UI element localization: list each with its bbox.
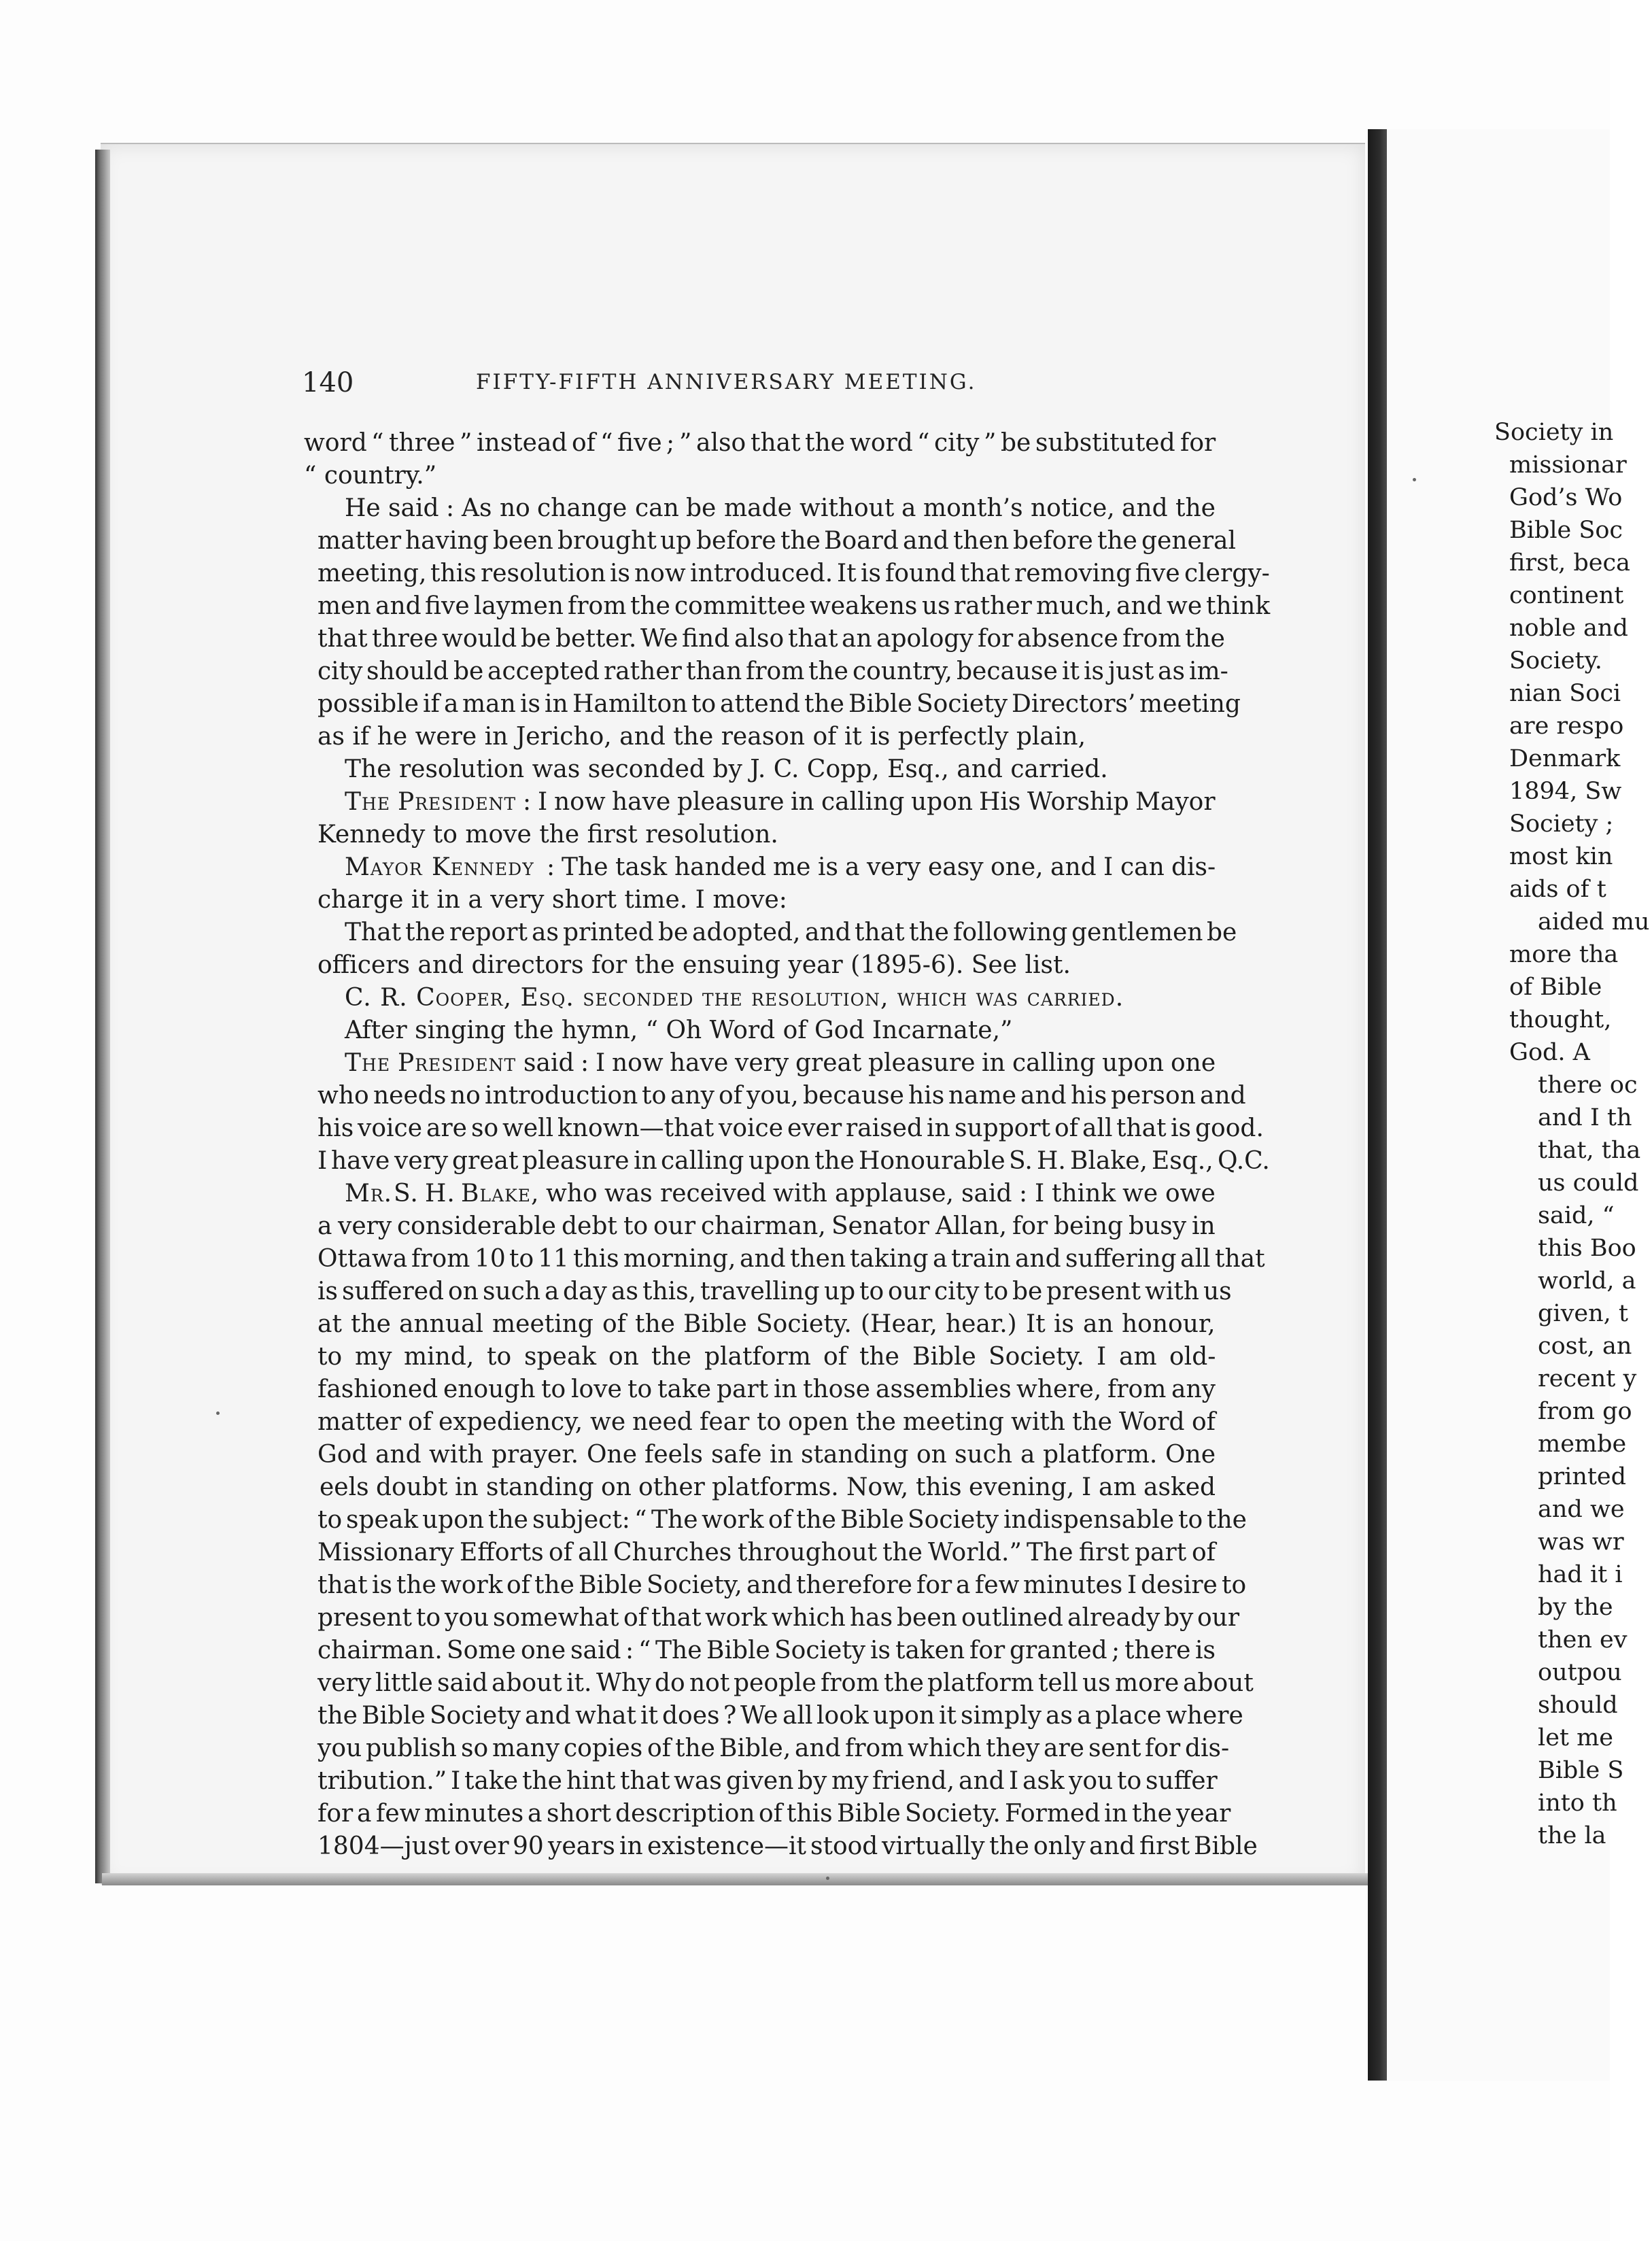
text-line: Ottawa from 10 to 11 this morning, and then taking a train and suffering all that	[317, 1245, 1265, 1273]
cropped-text-line: world, a	[1538, 1267, 1636, 1295]
text-line: a very considerable debt to our chairman, Senator Allan, for being busy in	[317, 1212, 1216, 1240]
cropped-text-line: was wr	[1538, 1528, 1624, 1556]
scan-speck	[1413, 478, 1416, 481]
page-number: 140	[302, 367, 354, 398]
text-line: Missionary Efforts of all Churches throughout the World.” The first part of	[317, 1539, 1216, 1567]
cropped-text-line: by the	[1538, 1594, 1613, 1621]
cropped-text-line: Bible S	[1538, 1757, 1624, 1784]
text-line: for a few minutes a short description of this Bible Society. Formed in the year	[317, 1800, 1231, 1828]
text-line: meeting, this resolution is now introduced. It is found that removing five clergy-	[317, 560, 1270, 587]
cropped-text-line: into th	[1538, 1790, 1617, 1817]
text-line: After singing the hymn, “ Oh Word of God Incarnate,”	[345, 1016, 1013, 1044]
text-line: charge it in a very short time. I move:	[317, 886, 787, 914]
cropped-text-line: let me	[1538, 1724, 1613, 1751]
text-line: the Bible Society and what it does ? We all look upon it simply as a place where	[317, 1702, 1243, 1730]
text-line: to speak upon the subject: “ The work of the Bible Society indispensable to the	[317, 1506, 1247, 1534]
text-line: Mr. S. H. Blake, who was received with applause, said : I think we owe	[345, 1180, 1216, 1208]
text-line: eels doubt in standing on other platforms. Now, this evening, I am asked	[320, 1473, 1216, 1501]
text-line: Mayor Kennedy : The task handed me is a very easy one, and I can dis-	[345, 853, 1216, 881]
cropped-text-line: this Boo	[1538, 1235, 1636, 1262]
scan-speck	[826, 1877, 829, 1880]
text-line: God and with prayer. One feels safe in standing on such a platform. One	[317, 1441, 1216, 1469]
text-line: C. R. Cooper, Esq. seconded the resolution, which was carried.	[345, 984, 1124, 1012]
cropped-text-line: aids of t	[1509, 876, 1606, 903]
text-line: his voice are so well known—that voice ever raised in support of all that is good.	[317, 1114, 1264, 1142]
cropped-text-line: Society in	[1494, 419, 1614, 446]
text-line: fashioned enough to love to take part in those assemblies where, from any	[317, 1375, 1216, 1403]
text-line: who needs no introduction to any of you, because his name and his person and	[317, 1082, 1246, 1110]
text-line: Kennedy to move the first resolution.	[317, 821, 778, 849]
text-line: The President said : I now have very great pleasure in calling upon one	[345, 1049, 1216, 1077]
cropped-text-line: thought,	[1509, 1006, 1612, 1033]
cropped-text-line: there oc	[1538, 1072, 1638, 1099]
running-title: FIFTY-FIFTH ANNIVERSARY MEETING.	[476, 370, 977, 394]
text-line: is suffered on such a day as this, travelling up to our city to be present with us	[317, 1278, 1232, 1305]
cropped-text-line: noble and	[1509, 615, 1628, 642]
cropped-text-line: then ev	[1538, 1626, 1628, 1654]
cropped-text-line: Society ;	[1509, 810, 1614, 838]
cropped-text-line: the la	[1538, 1822, 1606, 1849]
cropped-text-line: of Bible	[1509, 974, 1602, 1001]
text-line: “ country.”	[304, 462, 437, 490]
text-line: to my mind, to speak on the platform of the Bible Society. I am old-	[317, 1343, 1216, 1371]
cropped-text-line: and we	[1538, 1496, 1625, 1523]
cropped-text-line: continent	[1509, 582, 1624, 609]
scan-speck	[216, 1412, 220, 1415]
page-header	[0, 367, 1610, 401]
text-line: present to you somewhat of that work which has been outlined already by our	[317, 1604, 1240, 1632]
text-line: He said : As no change can be made without a month’s notice, and the	[345, 494, 1216, 522]
text-line: very little said about it. Why do not people from the platform tell us more about	[317, 1669, 1254, 1697]
cropped-text-line: said, “	[1538, 1202, 1615, 1229]
text-line: you publish so many copies of the Bible, and from which they are sent for dis-	[317, 1734, 1230, 1762]
cropped-text-line: aided mu	[1538, 908, 1650, 936]
text-line: matter of expediency, we need fear to open the meeting with the Word of	[317, 1408, 1216, 1436]
text-line: possible if a man is in Hamilton to attend the Bible Society Directors’ meeting	[317, 690, 1241, 718]
cropped-text-line: from go	[1538, 1398, 1632, 1425]
cropped-text-line: first, beca	[1509, 549, 1630, 577]
text-line: The President : I now have pleasure in calling upon His Worship Mayor	[345, 788, 1216, 816]
cropped-text-line: recent y	[1538, 1365, 1637, 1392]
cropped-text-line: nian Soci	[1509, 680, 1621, 707]
cropped-text-line: most kin	[1509, 843, 1613, 870]
cropped-text-line: are respo	[1509, 713, 1624, 740]
text-line: that three would be better. We find also that an apology for absence from the	[317, 625, 1225, 653]
cropped-text-line: God’s Wo	[1509, 484, 1623, 511]
cropped-text-line: 1894, Sw	[1509, 778, 1622, 805]
cropped-text-line: Denmark	[1509, 745, 1621, 772]
page-bottom-edge	[102, 1873, 1373, 1885]
text-line: tribution.” I take the hint that was given by my friend, and I ask you to suffer	[317, 1767, 1218, 1795]
cropped-text-line: us could	[1538, 1169, 1639, 1197]
cropped-text-line: that, tha	[1538, 1137, 1641, 1164]
text-line: word “ three ” instead of “ five ; ” also that the word “ city ” be substituted for	[304, 429, 1216, 457]
cropped-text-line: given, t	[1538, 1300, 1628, 1327]
cropped-text-line: outpou	[1538, 1659, 1622, 1686]
cropped-text-line: Society.	[1509, 647, 1602, 674]
text-line: I have very great pleasure in calling upon the Honourable S. H. Blake, Esq., Q.C.	[317, 1147, 1270, 1175]
cropped-text-line: should	[1538, 1692, 1618, 1719]
cropped-text-line: printed	[1538, 1463, 1627, 1490]
text-line: The resolution was seconded by J. C. Copp, Esq., and carried.	[345, 755, 1108, 783]
text-line: 1804—just over 90 years in existence—it stood virtually the only and first Bible	[317, 1832, 1258, 1860]
cropped-text-line: more tha	[1509, 941, 1619, 968]
cropped-text-line: had it i	[1538, 1561, 1623, 1588]
text-line: as if he were in Jericho, and the reason of it is perfectly plain,	[317, 723, 1086, 751]
cropped-text-line: membe	[1538, 1431, 1627, 1458]
text-line: at the annual meeting of the Bible Society. (Hear, hear.) It is an honour,	[317, 1310, 1216, 1338]
cropped-text-line: and I th	[1538, 1104, 1632, 1131]
text-line: officers and directors for the ensuing year (1895-6). See list.	[317, 951, 1071, 979]
text-line: that is the work of the Bible Society, and therefore for a few minutes I desire to	[317, 1571, 1247, 1599]
cropped-text-line: God. A	[1509, 1039, 1590, 1066]
cropped-text-line: cost, an	[1538, 1333, 1632, 1360]
cropped-text-line: Bible Soc	[1509, 517, 1623, 544]
cropped-text-line: missionar	[1509, 451, 1627, 479]
text-line: city should be accepted rather than from the country, because it is just as im-	[317, 657, 1228, 685]
text-line: matter having been brought up before the Board and then before the general	[317, 527, 1237, 555]
text-line: men and five laymen from the committee weakens us rather much, and we think	[317, 592, 1271, 620]
text-line: That the report as printed be adopted, and that the following gentlemen be	[345, 919, 1237, 946]
text-line: chairman. Some one said : “ The Bible Society is taken for granted ; there is	[317, 1637, 1216, 1664]
